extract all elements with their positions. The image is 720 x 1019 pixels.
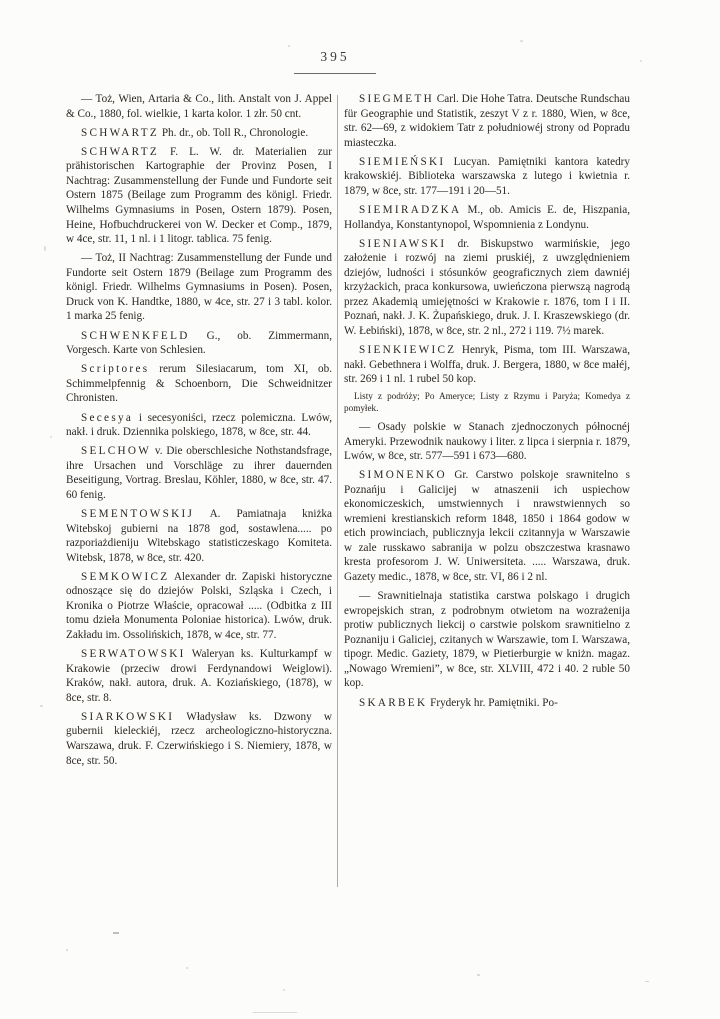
scan-speck	[40, 705, 43, 707]
bib-entry: SIENKIEWICZ Henryk, Pisma, tom III. Warszawa, nakł. Gebethnera i Wolffa, druk. J. Bergera, 1880, w 8ce małéj, str. 269 i 1 nl. 1 rubel 50 kop.	[344, 344, 630, 386]
bib-entry: SIEMIEŃSKI Lucyan. Pamiętniki kantora katedry krakowskiéj. Biblioteka warszawska z lutego i kwietnia r. 1879, w 8ce, str. 177—191 i 20—51.	[344, 155, 630, 197]
bib-entry: SIENIAWSKI dr. Biskupstwo warmińskie, jego założenie i rozwój na ziemi pruskiéj, z uwzględnieniem dziejów, ludności i stósunków geograficznych ziem dawniéj krzyżackich, praca konkursowa, uwieńczona pierwszą nagrodą przez Akademią umiejętności w Krakowie r. 1876, tom I i II. Poznań, nakł. J. K. Żupańskiego, druk. J. I. Kraszewskiego (dr. W. Łebiński), 1878, w 8ce, str. 2 nl., 272 i 119. 7½ marek.	[344, 237, 630, 337]
entry-author: SIEMIRADZKA	[359, 204, 462, 217]
scan-speck	[477, 974, 480, 976]
bib-entry: — Osady polskie w Stanach zjednoczonych północnéj Ameryki. Przewodnik naukowy i liter. z lipca i sierpnia r. 1879, Lwów, w 8ce, str. 577—591 i 673—680.	[344, 420, 630, 463]
scan-speck	[186, 967, 188, 969]
scan-speck	[640, 60, 642, 62]
bib-entry: SKARBEK Fryderyk hr. Pamiętniki. Po-	[359, 696, 558, 709]
bib-entry: SIEGMETH Carl. Die Hohe Tatra. Deutsche Rundschau für Geographie und Statistik, zeszyt V z r. 1880, Wien, w 8ce, str. 62—69, z widokiem Tatr z południowéj strony od Popradu miasteczka.	[344, 93, 630, 149]
left-column	[66, 92, 332, 773]
bib-entry: Secesya i secesyoniści, rzecz polemiczna. Lwów, nakł. i druk. Dziennika polskiego, 1878, w 8ce, str. 44.	[66, 411, 332, 439]
entry-author: SCHWARTZ	[81, 126, 160, 139]
bib-entry: SELCHOW v. Die oberschlesiche Nothstandsfrage, ihre Ursachen und Vorschläge zu ihrer dauernden Beseitigung, Vortrag. Breslau, Köhler, 1880, w 8ce, str. 47. 60 fenig.	[66, 445, 332, 501]
header-rule	[294, 73, 376, 74]
page-number: 395	[320, 49, 350, 64]
bib-entry: SEMENTOWSKIJ A. Pamiatnaja kniżka Witebskoj gubierni na 1878 god, sostawlena..... po razporiażdieniju Witebskago statisticzeskago Komiteta. Witebsk, 1878, w 8ce, str. 420.	[66, 507, 332, 564]
scan-speck	[288, 45, 290, 47]
column-divider	[337, 95, 338, 887]
entry-author: SCHWENKFELD	[81, 329, 190, 342]
bib-entry: SCHWENKFELD G., ob. Zimmermann, Vorgesch. Karte von Schlesien.	[66, 329, 332, 357]
entry-author: SELCHOW	[81, 445, 152, 458]
entry-author: Secesya	[81, 411, 134, 424]
bib-entry: Scriptores rerum Silesiacarum, tom XI, ob. Schimmelpfennig & Schoenborn, Die Schweidnitzer Chronisten.	[66, 363, 332, 405]
bib-entry: SIMONENKO Gr. Carstwo polskoje srawnitelno s Poznańju i Galicijej w atnaszenii ich uspiechow ekonomiczeskich, umstwiennych i nrawstwiennych so wremieni krestianskich reform 1848, 1850 i 1864 godow w etich prowinciach, publicznyja lekcii czitannyja w Warszawie w zale russkawo sabranija w polzu obszczestwa krasnawo kresta profesorom J. W. Uniwersiteta. ..... Warszawa, druk. Gazety medic., 1878, w 8ce, str. VI, 86 i 2 nl.	[344, 469, 630, 584]
bib-entry: SEMKOWICZ Alexander dr. Zapiski historyczne odnoszące się do dziejów Polski, Szląska i Czech, i Kronika o Piotrze Właście, opracował ..... (Odbitka z III tomu dzieła Monumenta Poloniae historica). Lwów, druk. Zakładu im. Ossolińskich, 1878, w 4ce, str. 77.	[66, 570, 332, 641]
bib-entry: — Toż, II Nachtrag: Zusammenstellung der Funde und Fundorte seit Ostern 1879 (Beilage zum Programm des königl. Friedr. Wilhelms Gymnasiums in Posen). Posen, Druck von K. Handtke, 1880, w 4ce, str. 27 i 3 tabl. kolor. 1 marka 25 fenig.	[66, 252, 332, 323]
entry-author: SKARBEK	[359, 696, 428, 709]
bib-entry: SIEMIRADZKA M., ob. Amicis E. de, Hiszpania, Hollandya, Konstantynopol, Wspomnienia z Londynu.	[344, 204, 630, 231]
bib-entry: — Srawnitielnaja statistika carstwa polskago i drugich ewropejskich stran, z podrobnym otwietom na wozrażenija protiw publicznych liekcij o carstwie polskom srawnitielno z Poznaniju i Galiciej, czitanych w Warszawie, tom I. Warszawa, tipogr. Medic. Gaziety, 1879, w Pietierburgie w kniżn. magaz. „Nowago Wremieni”, w 8ce, str. XLVIII, 472 i 40. 2 ruble 50 kop.	[344, 590, 630, 690]
entry-author: SIENIAWSKI	[359, 237, 447, 250]
entry-author: SIARKOWSKI	[81, 710, 175, 723]
scan-speck	[66, 949, 68, 951]
bib-note: Listy z podróży; Po Ameryce; Listy z Rzymu i Paryża; Komedya z pomyłek.	[344, 391, 630, 414]
scan-speck	[50, 436, 52, 438]
entry-author: SCHWARTZ	[81, 145, 160, 158]
scan-speck	[520, 40, 523, 42]
entry-author: SIENKIEWICZ	[359, 344, 457, 357]
scan-speck	[44, 246, 46, 251]
bib-entry: — Toż, Wien, Artaria & Co., lith. Anstalt von J. Appel & Co., 1880, fol. wielkie, 1 karta kolor. 1 złr. 50 cnt.	[66, 93, 332, 120]
entry-author: SERWATOWSKI	[81, 648, 186, 661]
scan-speck	[283, 989, 285, 991]
bib-entry: SIARKOWSKI Władysław ks. Dzwony w gubernii kieleckiéj, rzecz archeologiczno-historyczna. Warszawa, druk. F. Czerwińskiego i S. Niemiery, 1878, w 8ce, str. 50.	[66, 710, 332, 767]
scan-speck	[113, 932, 119, 934]
bib-entry: SCHWARTZ Ph. dr., ob. Toll R., Chronologie.	[81, 126, 309, 139]
entry-author: SIEGMETH	[359, 93, 434, 105]
entry-author: SIEMIEŃSKI	[359, 155, 446, 168]
entry-author: Scriptores	[81, 363, 150, 376]
bib-entry: SERWATOWSKI Waleryan ks. Kulturkampf w Krakowie (przeciw drowi Ferdynandowi Weiglowi). Kraków, nakł. autora, druk. A. Koziańskiego, (1878), w 8ce, str. 8.	[66, 648, 332, 704]
right-column	[344, 92, 630, 715]
entry-author: SIMONENKO	[359, 469, 447, 482]
entry-author: SEMKOWICZ	[81, 570, 170, 583]
entry-author: SEMENTOWSKIJ	[81, 507, 195, 520]
scan-speck	[645, 981, 649, 982]
bib-entry: SCHWARTZ F. L. W. dr. Materialien zur prähistorischen Kartographie der Provinz Posen, I Nachtrag: Zusammenstellung der Funde und Fundorte seit Ostern 1875 (Beilage zum Programm des königl. Friedr. Wilhelms Gymnasiums in Posen, Ostern 1879). Posen, Heine, Hofbuchdruckerei von W. Decker et Comp., 1879, w 4ce, str. 11, 1 nl. i 1 litogr. tablica. 75 fenig.	[66, 145, 332, 246]
scan-speck	[253, 1012, 297, 1013]
